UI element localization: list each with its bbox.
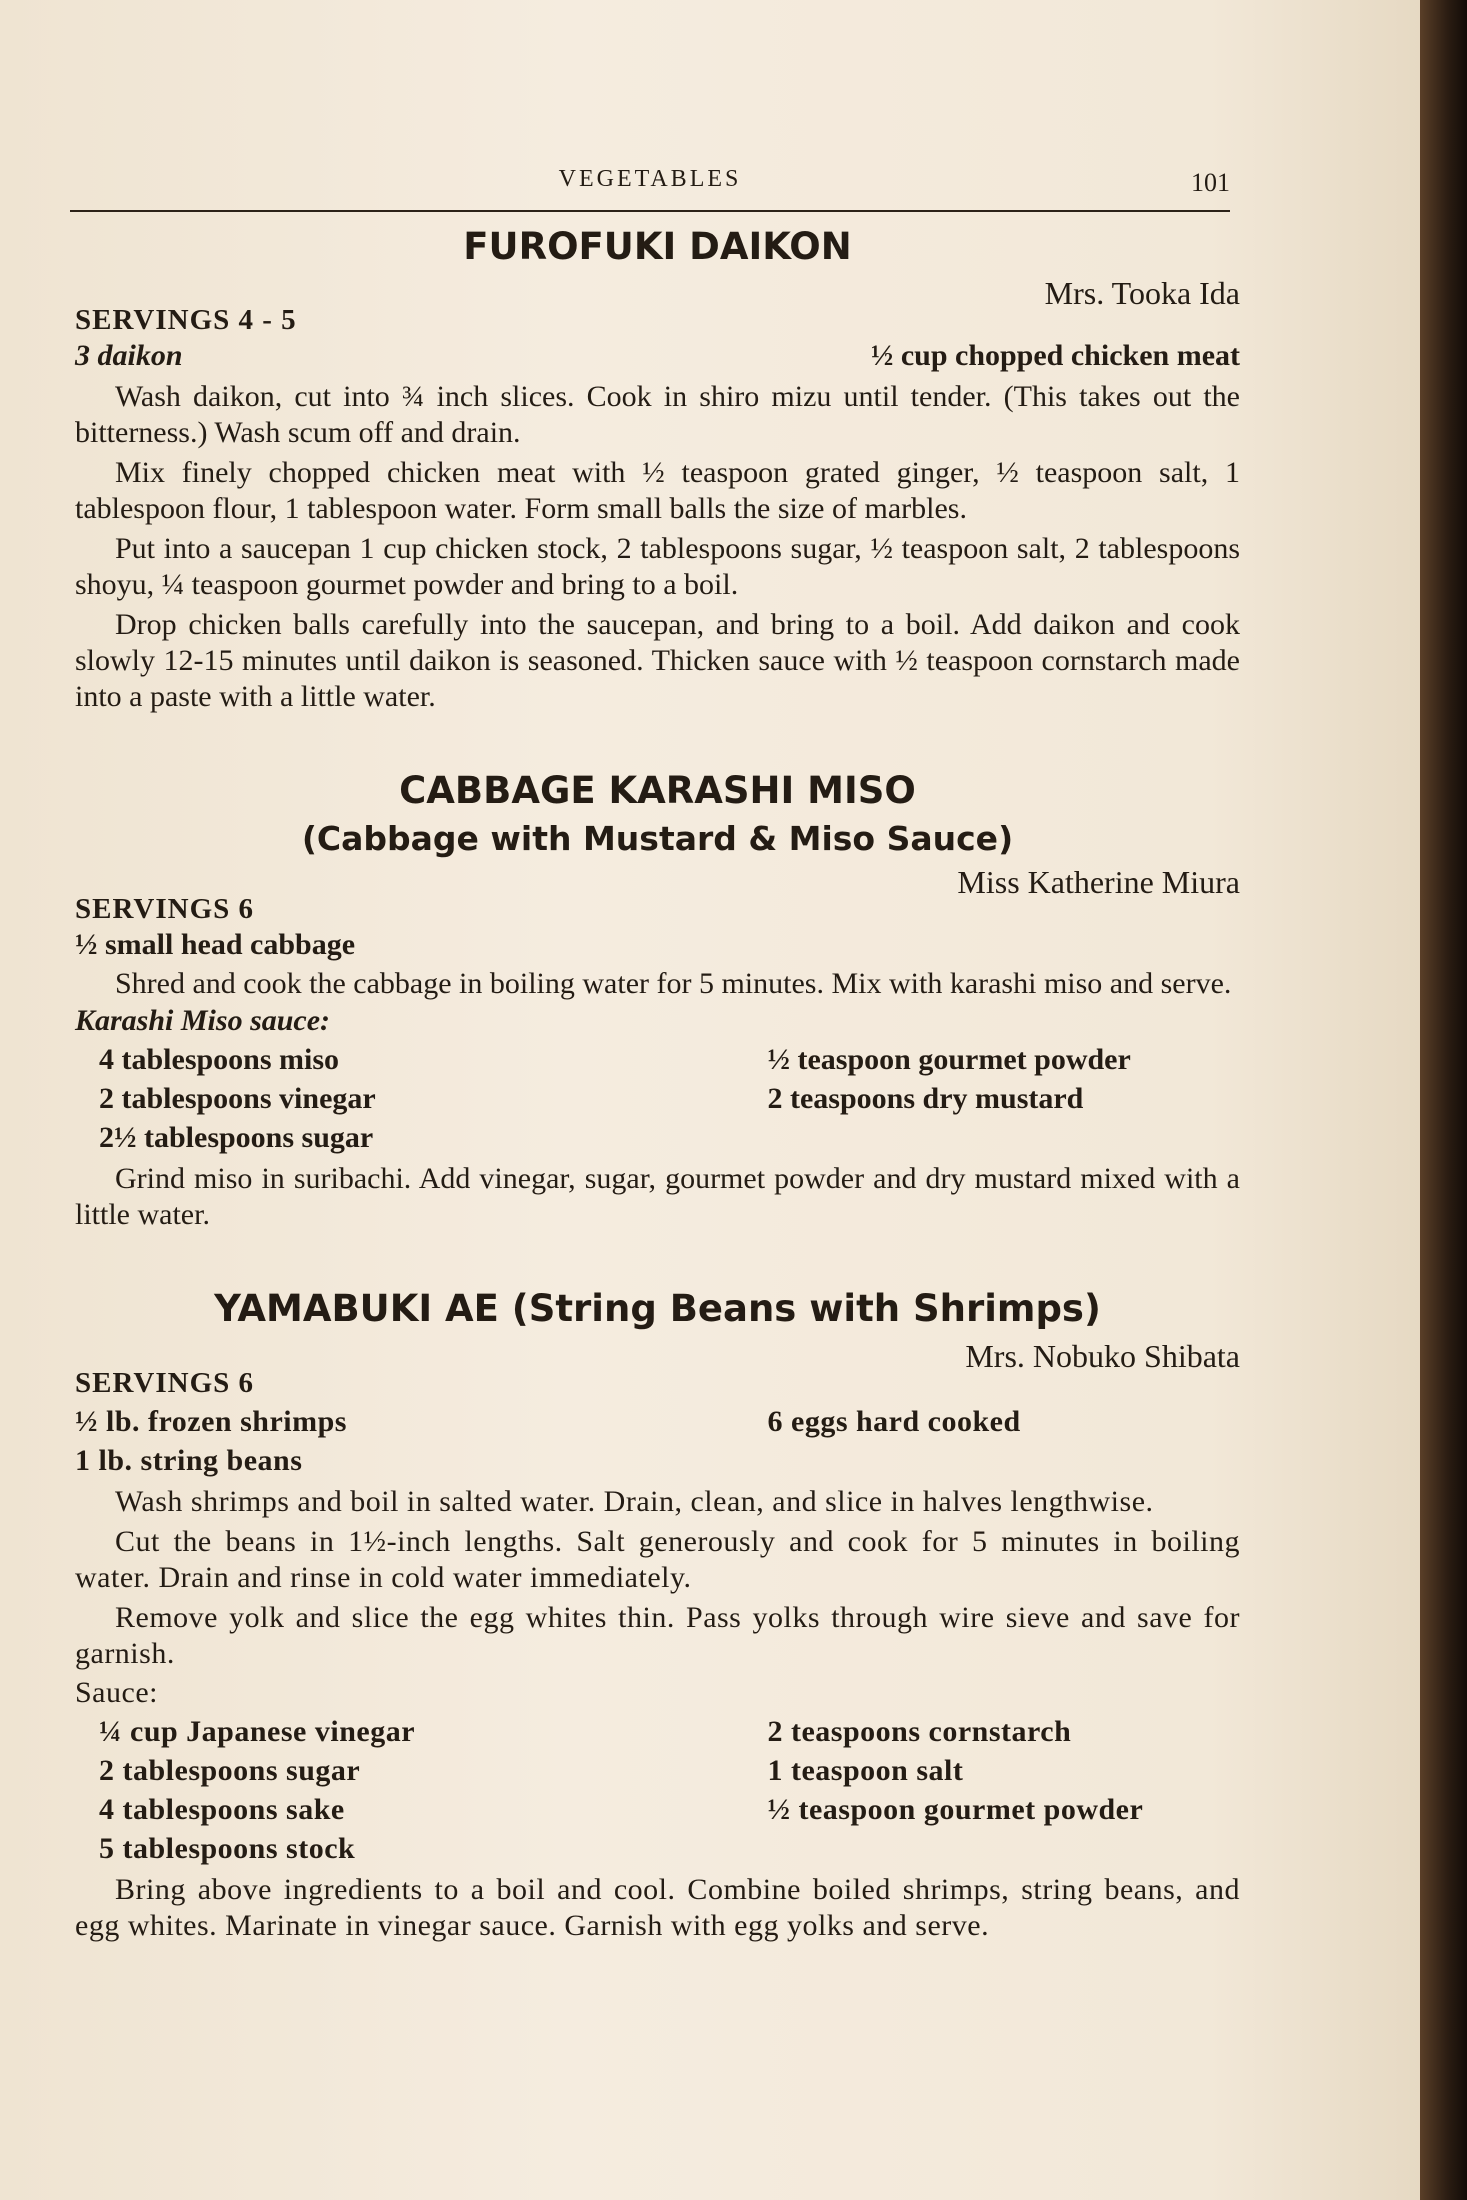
page-number: 101	[1191, 168, 1230, 197]
ingredients-column-right	[658, 1402, 1241, 1480]
recipe-subtitle: (Cabbage with Mustard & Miso Sauce)	[301, 819, 1014, 859]
ingredient: ½ small head cabbage	[75, 928, 356, 962]
ingredient: 6 eggs hard cooked	[767, 1404, 1021, 1438]
instruction-paragraph: Grind miso in suribachi. Add vinegar, sugar, gourmet powder and dry mustard mixed with a little water.	[75, 1162, 1240, 1232]
instruction-paragraph: Drop chicken balls carefully into the saucepan, and bring to a boil. Add daikon and cook slowly 12-15 minutes until daikon is seasoned. Thicken sauce with ½ teaspoon cornstarch made into a paste with a little water.	[75, 607, 1240, 713]
ingredients	[75, 1402, 1240, 1480]
recipe-contributor: Mrs. Tooka Ida	[1044, 275, 1240, 312]
sauce-label: Sauce:	[75, 1675, 158, 1709]
instruction-paragraph: Remove yolk and slice the egg whites thin. Pass yolks through wire sieve and save for garnish.	[75, 1600, 1240, 1670]
ingredient: ½ cup chopped chicken meat	[870, 339, 1240, 373]
running-head	[70, 160, 1230, 212]
instruction-paragraph: Bring above ingredients to a boil and cool. Combine boiled shrimps, string beans, and egg whites. Marinate in vinegar sauce. Garnish with egg yolks and serve.	[75, 1872, 1240, 1942]
ingredients-column-left	[75, 1402, 658, 1480]
section-title: VEGETABLES	[558, 166, 742, 192]
instruction-paragraph: Wash shrimps and boil in salted water. Drain, clean, and slice in halves lengthwise.	[115, 1484, 1154, 1518]
sauce-column-left	[75, 1712, 658, 1868]
instruction-paragraph: Mix finely chopped chicken meat with ½ teaspoon grated ginger, ½ teaspoon salt, 1 tablespoon flour, 1 tablespoon water. Form small balls the size of marbles.	[75, 455, 1240, 525]
ingredient: 2 teaspoons cornstarch	[767, 1714, 1072, 1748]
ingredient: 5 tablespoons stock	[99, 1831, 356, 1865]
ingredient: ½ teaspoon gourmet powder	[767, 1792, 1144, 1826]
sauce-label: Karashi Miso sauce:	[75, 1004, 331, 1038]
servings: SERVINGS 6	[75, 893, 255, 926]
recipe-title: FUROFUKI DAIKON	[463, 225, 852, 268]
ingredient: 2 tablespoons vinegar	[99, 1082, 376, 1116]
recipe-furofuki-daikon	[75, 225, 1240, 715]
recipe-yamabuki-ae	[75, 1287, 1240, 1943]
ingredient: 1 lb. string beans	[75, 1443, 303, 1477]
ingredient: ½ lb. frozen shrimps	[75, 1404, 347, 1438]
servings: SERVINGS 4 - 5	[75, 304, 297, 337]
ingredient: 3 daikon	[75, 339, 183, 373]
instruction-paragraph: Shred and cook the cabbage in boiling water for 5 minutes. Mix with karashi miso and serve.	[115, 967, 1232, 1001]
ingredient: ¼ cup Japanese vinegar	[99, 1714, 416, 1748]
servings: SERVINGS 6	[75, 1366, 255, 1399]
ingredient: 2 tablespoons sugar	[99, 1753, 361, 1787]
instruction-paragraph: Wash daikon, cut into ¾ inch slices. Cook in shiro mizu until tender. (This takes out the bitterness.) Wash scum off and drain.	[75, 379, 1240, 449]
instruction-paragraph: Put into a saucepan 1 cup chicken stock, 2 tablespoons sugar, ½ teaspoon salt, 2 tablespoons shoyu, ¼ teaspoon gourmet powder and bring to a boil.	[75, 531, 1240, 601]
ingredient: ½ teaspoon gourmet powder	[767, 1043, 1131, 1077]
sauce-column-left	[75, 1040, 658, 1157]
sauce-ingredients	[75, 1040, 1240, 1157]
ingredient-row	[75, 337, 1240, 375]
sauce-ingredients	[75, 1712, 1240, 1868]
recipe-title: YAMABUKI AE (String Beans with Shrimps)	[214, 1287, 1101, 1331]
recipe-contributor: Mrs. Nobuko Shibata	[965, 1337, 1240, 1374]
recipe-cabbage-karashi-miso	[75, 769, 1240, 1233]
recipe-title: CABBAGE KARASHI MISO	[399, 768, 916, 812]
ingredient: 1 teaspoon salt	[767, 1753, 964, 1787]
page-content	[75, 225, 1240, 1998]
sauce-column-right	[658, 1040, 1241, 1157]
recipe-contributor: Miss Katherine Miura	[957, 864, 1240, 901]
book-spine-shadow	[1420, 0, 1467, 2200]
sauce-column-right	[658, 1712, 1241, 1868]
ingredient: 2 teaspoons dry mustard	[767, 1082, 1084, 1116]
ingredient: 2½ tablespoons sugar	[99, 1121, 374, 1155]
instruction-paragraph: Cut the beans in 1½-inch lengths. Salt generously and cook for 5 minutes in boiling water. Drain and rinse in cold water immediately.	[75, 1524, 1240, 1594]
ingredient: 4 tablespoons sake	[99, 1792, 345, 1826]
ingredient: 4 tablespoons miso	[99, 1043, 340, 1077]
